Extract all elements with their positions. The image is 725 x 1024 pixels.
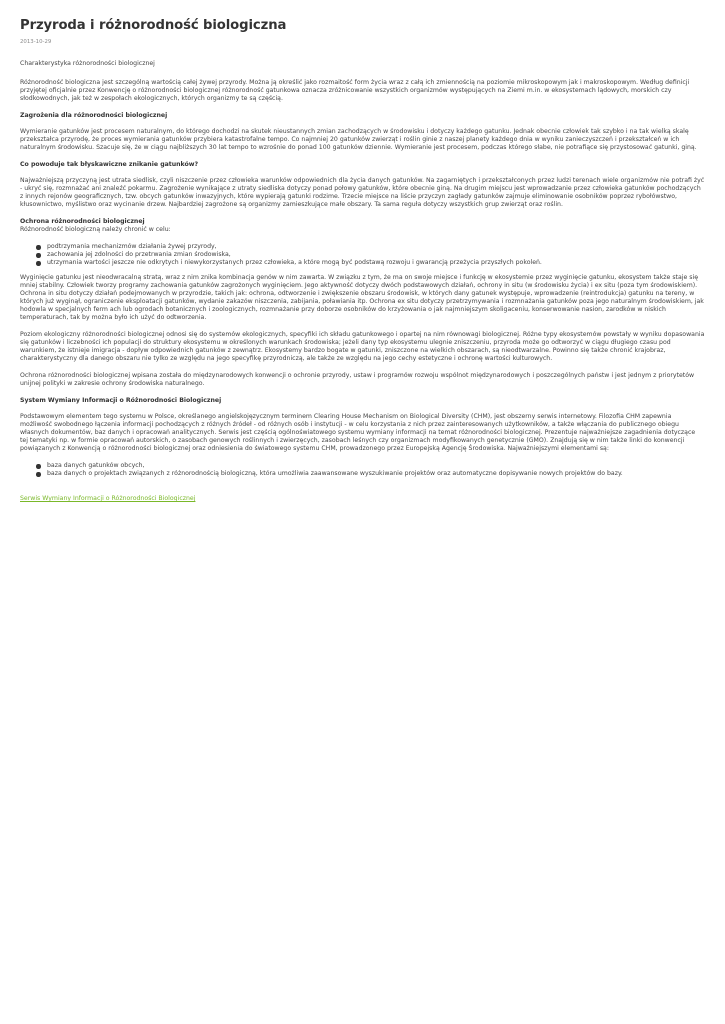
article-subtitle: Charakterystyka różnorodności biologicznej — [20, 60, 155, 67]
section-heading-protection: Ochrona różnorodności biologicznej — [20, 218, 145, 225]
section-heading-threats: Zagrożenia dla różnorodności biologicznej — [20, 112, 168, 119]
bullet-icon — [36, 464, 41, 469]
list-item-text: podtrzymania mechanizmów działania żywej przyrody, — [47, 243, 217, 250]
list-item-text: baza danych o projektach związanych z różnorodnością biologiczną, która umożliwia zaawansowane wyszukiwanie projektów oraz automatyczne dopisywanie nowych projektów do bazy. — [47, 470, 623, 477]
page-title: Przyroda i różnorodność biologiczna — [20, 18, 287, 33]
list-item-text: utrzymania wartości jeszcze nie odkrytych i niewykorzystanych przez człowieka, a które mogą być podstawą rozwoju i gwarancją przeżycia przyszłych pokoleń. — [47, 259, 542, 266]
bullet-icon — [36, 245, 41, 250]
paragraph-causes: Najważniejszą przyczyną jest utrata siedlisk, czyli niszczenie przez człowieka warunków odpowiednich dla życia danych gatunków. Na zagarniętych i przekształconych przez ludzi terenach wiele organizmów nie potrafi żyć - ukryć się, rozmnażać ani znaleźć pokarmu. Zagrożenie wynikające z utraty siedliska dotyczy ponad połowy gatunków, które obecnie giną. Na drugim miejscu jest wprowadzanie przez człowieka gatunków pochodzących z innych rejonów geograficznych, tzw. obcych gatunków inwazyjnych, które wypierają gatunki rodzime. Trzecie miejsce na liście przyczyn zagłady gatunków zajmuje eliminowanie osobników poprzez rybołówstwo, kłusownictwo, myślistwo oraz wycinanie drzew. Najbardziej zagrożone są organizmy zamieszkujące małe obszary. Ta sama reguła dotyczy wszystkich grup zwierząt oraz roślin. — [20, 177, 705, 208]
list-item — [47, 462, 705, 470]
publish-date: 2013-10-29 — [20, 39, 52, 45]
system-list — [20, 462, 705, 478]
protection-intro: Różnorodność biologiczną należy chronić w celu: — [20, 226, 171, 233]
chm-service-link[interactable]: Serwis Wymiany Informacji o Różnorodności Biologicznej — [20, 495, 196, 502]
list-item-text: zachowania jej zdolności do przetrwania zmian środowiska, — [47, 251, 231, 258]
list-item — [47, 243, 705, 251]
paragraph-ecosystem: Poziom ekologiczny różnorodności biologicznej odnosi się do systemów ekologicznych, specyfiki ich składu gatunkowego i opartej na nim równowagi biologicznej. Różne typy ekosystemów powstały w wyniku dopasowania się gatunków i liczebności ich populacji do struktury ekosystemu w określonych warunkach środowiska; jeżeli dany typ ekosystemu ulegnie zniszczeniu, przyroda może go odtworzyć w ciągu długiego czasu pod warunkiem, że istnieje imigracja - dopływ odpowiednich gatunków z zewnątrz. Ekosystemy bardzo bogate w gatunki, zniszczone na wielkich obszarach, są nieodtwarzalne. Powinno się także chronić krajobraz, charakterystyczny dla danego obszaru nie tylko ze względu na jego specyfikę przyrodniczą, ale także ze względu na jego cechy estetyczne i ochronę wartości kulturowych. — [20, 331, 705, 362]
article — [0, 0, 725, 504]
list-item-text: baza danych gatunków obcych, — [47, 462, 145, 469]
section-heading-causes: Co powoduje tak błyskawiczne znikanie gatunków? — [20, 161, 199, 168]
paragraph-extinction: Wyginięcie gatunku jest nieodwracalną stratą, wraz z nim znika kombinacja genów w nim zawarta. W związku z tym, że ma on swoje miejsce i funkcję w ekosystemie przez wyginięcie gatunku, ekosystem także staje się mniej stabilny. Człowiek tworzy programy zachowania gatunków zagrożonych wyginięciem. Jego aktywność dotyczy dwóch podstawowych działań, ochrony in situ (w środowisku życia) i ex situ (poza tym środowiskiem). Ochrona in situ dotyczy działań podejmowanych w przyrodzie, takich jak: ochrona, odtworzenie i zwiększenie obszaru środowisk, w których dany gatunek występuje, wprowadzenie (reintrodukcja) gatunku na tereny, w których już wyginął, ograniczenie eksploatacji gatunków, wydanie zakazów niszczenia, zabijania, poławiania itp. Ochrona ex situ dotyczy przetrzymywania i rozmnażania gatunków poza jego naturalnym środowiskiem, jak hodowla w specjalnych ferm ach lub ogrodach botanicznych i zoologicznych, rozmnażanie przy doborze osobników do krzyżowania o jak najmniejszym skoligaceniu, konserwowanie nasion, zarodków w niskich temperaturach, tak by można było ich użyć do odtworzenia. — [20, 274, 704, 321]
paragraph-conventions: Ochrona różnorodności biologicznej wpisana została do międzynarodowych konwencji o ochronie przyrody, ustaw i programów rozwoju wspólnot międzynarodowych i poszczególnych państw i jest jednym z priorytetów unijnej polityki w zakresie ochrony środowiska naturalnego. — [20, 372, 695, 387]
bullet-icon — [36, 253, 41, 258]
list-item — [47, 251, 705, 259]
bullet-icon — [36, 261, 41, 266]
paragraph-threats: Wymieranie gatunków jest procesem naturalnym, do którego dochodzi na skutek nieustannych zmian zachodzących w środowisku i dotyczy każdego gatunku. Jednak obecnie człowiek tak szybko i na tak wielką skalę przekształca przyrodę, że proces wymierania gatunków przybiera katastrofalne tempo. Co najmniej 20 gatunków zwierząt i roślin ginie z naszej planety każdego dnia w wyniku zanieczyszczeń i przekształceń w ich naturalnym środowisku. Szacuje się, że w ciągu najbliższych 30 lat tempo to wzrośnie do ponad 100 gatunków dziennie. Wymieranie jest procesem, podczas którego słabe, nie potrafiące się przystosować gatunki, giną. — [20, 128, 697, 151]
section-heading-system: System Wymiany Informacji o Różnorodności Biologicznej — [20, 397, 222, 404]
list-item — [47, 470, 705, 478]
protection-list — [20, 243, 705, 267]
paragraph-system: Podstawowym elementem tego systemu w Polsce, określanego angielskojęzycznym terminem Clearing House Mechanism on Biological Diversity (CHM), jest obszerny serwis internetowy. Filozofia CHM zapewnia możliwość swobodnego łączenia informacji pochodzących z różnych źródeł - od różnych osób i instytucji - w celu korzystania z nich przez zainteresowanych użytkowników, a także włączania do publicznego obiegu własnych dokumentów, baz danych i opracowań analitycznych. Serwis jest częścią ogólnoświatowego systemu wymiany informacji na temat różnorodności biologicznej. Prezentuje najważniejsze zagadnienia dotyczące tej tematyki np. w formie opracowań autorskich, o zasobach genowych roślinnych i zwierzęcych, zasobach leśnych czy organizmach modyfikowanych genetycznie (GMO). Znajdują się w nim także linki do konwencji powiązanych z Konwencją o różnorodności biologicznej oraz odniesienia do światowego systemu CHM, prowadzonego przez Europejską Agencję Środowiska. Najważniejszymi elementami są: — [20, 413, 696, 452]
bullet-icon — [36, 472, 41, 477]
list-item — [47, 259, 705, 267]
paragraph-intro: Różnorodność biologiczna jest szczególną wartością całej żywej przyrody. Można ją określić jako rozmaitość form życia wraz z całą ich zmiennością na poziomie mikroskopowym jak i makroskopowym. Według definicji przyjętej oficjalnie przez Konwencję o różnorodności biologicznej różnorodność gatunkowa oznacza zróżnicowanie wszystkich organizmów występujących na Ziemi m.in. w ekosystemach lądowych, morskich czy słodkowodnych, jak też w zespołach ekologicznych, których organizmy te są częścią. — [20, 79, 690, 102]
